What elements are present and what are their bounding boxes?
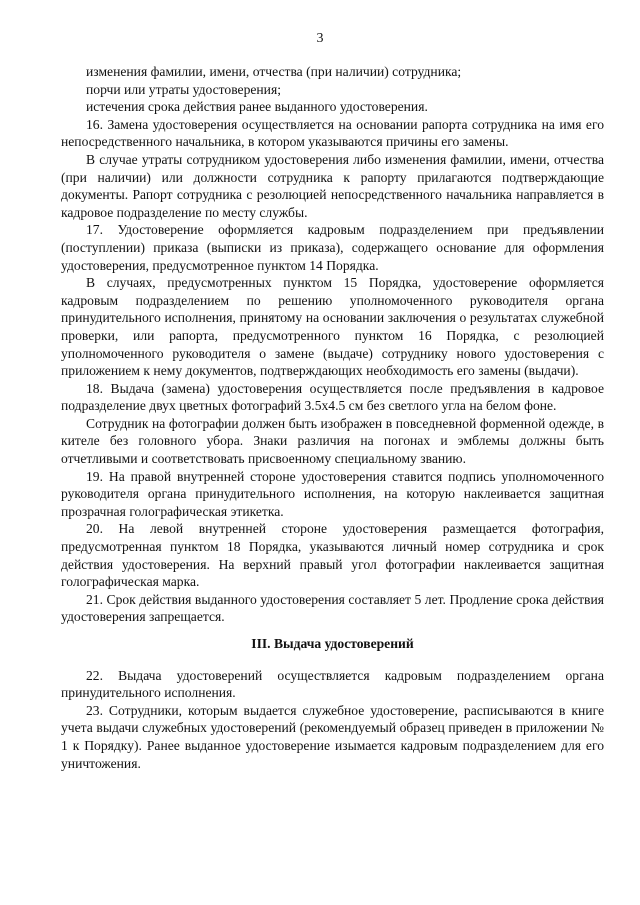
paragraph-18: 18. Выдача (замена) удостоверения осуществляется после предъявления в кадровое подразделение двух цветных фотографий 3.5x4.5 см без светлого угла на белом фоне. — [61, 380, 604, 414]
paragraph-16-continued: В случае утраты сотрудником удостоверения либо изменения фамилии, имени, отчества (при наличии) или должности сотрудника к рапорту прилагаются подтверждающие документы. Рапорт сотрудника с резолюцией непосредственного начальника направляется в кадровое подразделение по месту службы. — [61, 151, 604, 220]
section-heading: III. Выдача удостоверений — [251, 636, 414, 651]
paragraph-23: 23. Сотрудники, которым выдается служебное удостоверение, расписываются в книге учета выдачи служебных удостоверений (рекомендуемый образец приведен в приложении № 1 к Порядку). Ранее выданное удостоверение изымается кадровым подразделением для его уничтожения. — [61, 702, 604, 771]
document-body — [61, 63, 604, 772]
page-number: 3 — [316, 31, 324, 46]
list-line: изменения фамилии, имени, отчества (при наличии) сотрудника; — [86, 64, 462, 79]
paragraph-16: 16. Замена удостоверения осуществляется на основании рапорта сотрудника на имя его непосредственного начальника, в котором указываются причины его замены. — [61, 116, 604, 150]
paragraph-18-continued: Сотрудник на фотографии должен быть изображен в повседневной форменной одежде, в кителе без головного убора. Знаки различия на погонах и эмблемы должны быть отчетливыми и соответствовать присвоенному специальному званию. — [61, 415, 604, 467]
list-line: порчи или утраты удостоверения; — [86, 81, 281, 97]
paragraph-17: 17. Удостоверение оформляется кадровым подразделением при предъявлении (поступлении) приказа (выписки из приказа), содержащего основание для оформления удостоверения, предусмотренное пунктом 14 Порядка. — [61, 222, 604, 273]
paragraph-20: 20. На левой внутренней стороне удостоверения размещается фотография, предусмотренная пунктом 18 Порядка, указываются личный номер сотрудника и срок действия удостоверения. На верхний правый угол фотографии наклеивается защитная голографическая марка. — [61, 521, 604, 590]
paragraph-21: 21. Срок действия выданного удостоверения составляет 5 лет. Продление срока действия удостоверения запрещается. — [61, 591, 604, 625]
list-line: истечения срока действия ранее выданного удостоверения. — [86, 99, 428, 115]
paragraph-17-continued: В случаях, предусмотренных пунктом 15 Порядка, удостоверение оформляется кадровым подразделением по решению уполномоченного руководителя органа принудительного исполнения, принятому на основании заключения о результатах служебной проверки, или рапорта, предусмотренного пунктом 16 Порядка, с резолюцией уполномоченного руководителя о замене (выдаче) сотруднику нового удостоверения с приложением к нему документов, подтверждающих необходимость его замены (выдачи). — [61, 275, 604, 379]
paragraph-22: 22. Выдача удостоверений осуществляется кадровым подразделением органа принудительного исполнения. — [61, 667, 604, 701]
paragraph-19: 19. На правой внутренней стороне удостоверения ставится подпись уполномоченного руководителя органа принудительного исполнения, на которую наклеивается защитная прозрачная голографическая этикетка. — [61, 468, 604, 519]
